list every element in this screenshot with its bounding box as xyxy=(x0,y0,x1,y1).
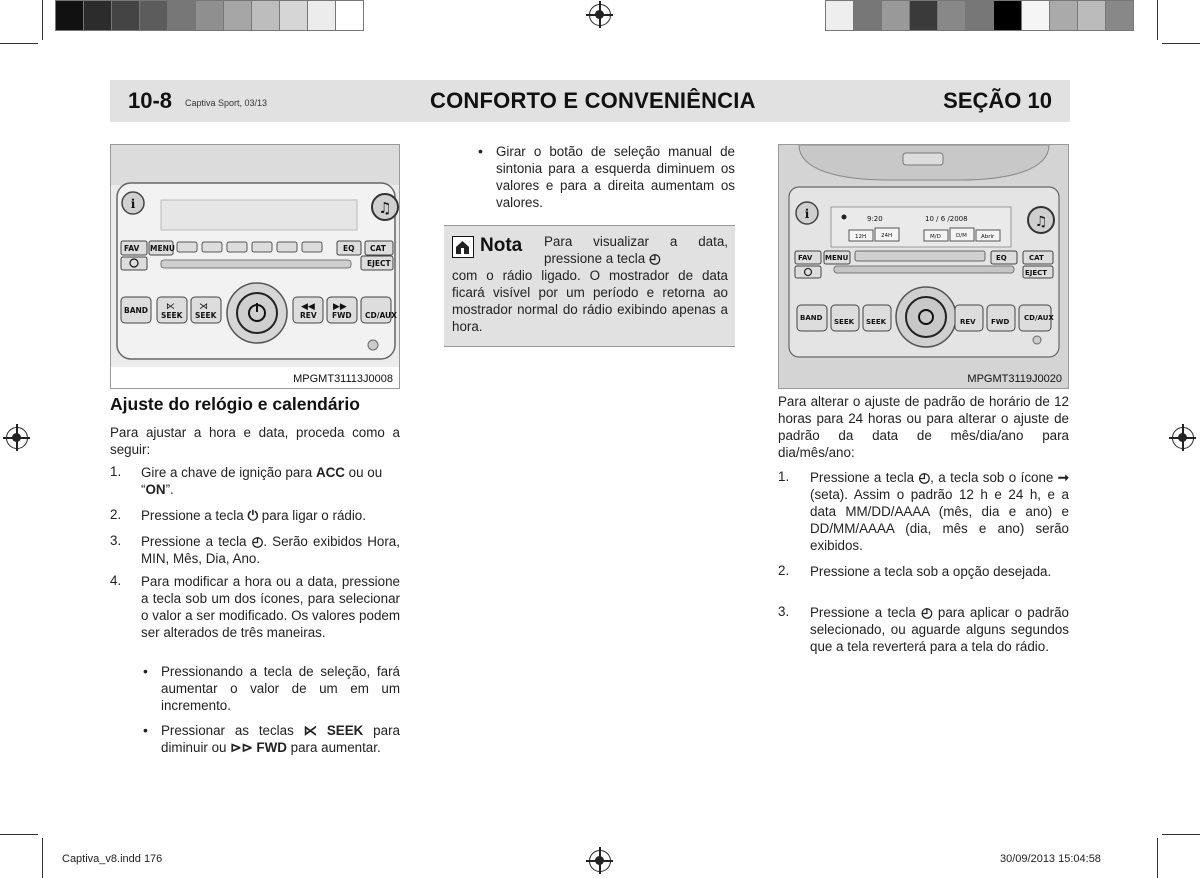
color-swatch xyxy=(1049,0,1078,31)
svg-text:▶▶: ▶▶ xyxy=(333,302,347,312)
color-swatch xyxy=(853,0,882,31)
color-swatch xyxy=(881,0,910,31)
color-swatch xyxy=(335,0,364,31)
step-number: 2. xyxy=(778,563,790,578)
band-button: BAND xyxy=(124,306,149,315)
color-swatch xyxy=(307,0,336,31)
seek-forward-button: SEEK xyxy=(866,318,887,326)
color-swatch xyxy=(825,0,854,31)
display-option-md: M/D xyxy=(930,234,941,240)
eq-button: EQ xyxy=(343,244,355,253)
bullet-dot: • xyxy=(143,663,148,679)
svg-text:⋉: ⋉ xyxy=(166,302,175,312)
fav-button: FAV xyxy=(124,244,140,253)
eject-button: EJECT xyxy=(367,259,391,268)
note-icon xyxy=(452,236,474,258)
color-swatch xyxy=(223,0,252,31)
color-swatch xyxy=(1105,0,1134,31)
cd-aux-button: CD/AUX xyxy=(1024,314,1054,322)
footer-timestamp: 30/09/2013 15:04:58 xyxy=(1000,853,1101,865)
fast-forward-icon: ⊳⊳ xyxy=(230,740,253,755)
svg-text:◀◀: ◀◀ xyxy=(301,302,315,312)
bullet-1-text: Pressionando a tecla de seleção, fará aumentar o valor de um em um incremento. xyxy=(161,664,400,713)
color-swatch xyxy=(251,0,280,31)
color-swatch xyxy=(937,0,966,31)
color-swatch xyxy=(1077,0,1106,31)
middle-bullet-text: Girar o botão de seleção manual de sintonia para a esquerda diminuem os valores e para a direita aumentam os valores. xyxy=(496,144,735,210)
color-swatch xyxy=(1021,0,1050,31)
step-number: 4. xyxy=(110,573,122,588)
crop-mark xyxy=(1162,834,1200,835)
color-swatch xyxy=(139,0,168,31)
power-icon: ⏻ xyxy=(247,508,259,523)
figure-code: MPGMT3119J0020 xyxy=(967,373,1062,385)
radio-panel-figure-left xyxy=(110,144,400,389)
color-swatch xyxy=(55,0,84,31)
arrow-right-icon: ➞ xyxy=(1057,470,1069,485)
display-option-24h: 24H xyxy=(881,233,893,239)
crop-mark xyxy=(1157,838,1158,878)
rev-button: REV xyxy=(300,311,317,320)
note-first-lines: Para visualizar a data, pressione a tecla ◴ xyxy=(544,234,728,266)
radio-panel-illustration xyxy=(111,145,400,389)
clock-icon: ◴ xyxy=(648,251,661,266)
figure-code: MPGMT31113J0008 xyxy=(293,373,393,385)
crop-mark xyxy=(0,43,38,44)
section-title: SEÇÃO 10 xyxy=(943,88,1052,113)
step-2-text: Pressione a tecla ⏻ para ligar o rádio. xyxy=(141,508,366,523)
seek-back-icon: ⋉ xyxy=(303,723,318,738)
note-box xyxy=(444,225,735,347)
eject-button: EJECT xyxy=(1025,269,1048,277)
footer-file-name: Captiva_v8.indd 176 xyxy=(62,853,163,865)
display-option-12h: 12H xyxy=(855,234,867,240)
bullet-2-text: Pressionar as teclas ⋉ SEEK para diminuir ou ⊳⊳ FWD para aumentar. xyxy=(161,723,400,755)
step-4-text: Para modificar a hora ou a data, pressione a tecla sob um dos ícones, para selecionar o valor a ser modificado. Os valores podem ser alterados de três maneiras. xyxy=(141,574,400,640)
color-swatch xyxy=(111,0,140,31)
step-1-text: Gire a chave de ignição para ACC ou ou “ON”. xyxy=(141,465,383,497)
clock-icon: ◴ xyxy=(918,470,931,485)
crop-mark xyxy=(1162,43,1200,44)
registration-mark-icon xyxy=(1172,427,1194,449)
crop-mark xyxy=(0,834,38,835)
display-time: 9:20 xyxy=(867,215,883,223)
svg-text:⋊: ⋊ xyxy=(199,302,208,312)
crop-mark xyxy=(1157,0,1158,40)
band-button: BAND xyxy=(800,314,823,322)
bullet-dot: • xyxy=(478,143,483,159)
svg-text:i: i xyxy=(804,207,810,221)
clock-icon: ◴ xyxy=(251,534,264,549)
page-number: 10-8 xyxy=(128,88,173,113)
cat-button: CAT xyxy=(370,244,386,253)
seek-forward-button: SEEK xyxy=(195,311,217,320)
display-date: 10 / 6 /2008 xyxy=(925,215,968,223)
radio-panel-figure-right xyxy=(778,144,1069,389)
step-number: 3. xyxy=(110,533,122,548)
right-step-2-text: Pressione a tecla sob a opção desejada. xyxy=(810,564,1052,579)
display-option-abrir: Abrir xyxy=(981,234,995,240)
fav-button: FAV xyxy=(798,254,813,262)
color-swatch xyxy=(167,0,196,31)
color-calibration-bar-left xyxy=(56,0,364,31)
svg-text:♫: ♫ xyxy=(1034,214,1048,230)
rev-button: REV xyxy=(960,318,976,326)
page-header xyxy=(110,80,1070,122)
step-number: 3. xyxy=(778,604,790,619)
svg-text:♫: ♫ xyxy=(378,199,392,217)
color-swatch xyxy=(195,0,224,31)
color-swatch xyxy=(83,0,112,31)
seek-back-button: SEEK xyxy=(161,311,183,320)
fwd-button: FWD xyxy=(991,318,1010,326)
note-body: com o rádio ligado. O mostrador de data ficará visível por um período e retorna ao mostrador normal do rádio exibindo apenas a hora. xyxy=(452,268,728,334)
chapter-title: CONFORTO E CONVENIÊNCIA xyxy=(430,88,756,113)
right-step-3-text: Pressione a tecla ◴ para aplicar o padrão selecionado, ou aguarde alguns segundos que a tela reverterá para a tela do rádio. xyxy=(810,605,1069,654)
note-title: Nota xyxy=(480,235,523,256)
color-swatch xyxy=(993,0,1022,31)
step-number: 1. xyxy=(110,464,122,479)
radio-date-display-illustration xyxy=(779,145,1069,389)
step-number: 1. xyxy=(778,469,790,484)
fwd-button: FWD xyxy=(332,311,352,320)
right-step-1-text: Pressione a tecla ◴, a tecla sob o ícone ➞ (seta). Assim o padrão 12 h e 24 h, e a data MM/DD/AAAA (mês, dia e ano) e DD/MM/AAAA (dia, mês e ano) serão exibidos. xyxy=(810,470,1069,553)
cd-aux-button: CD/AUX xyxy=(365,311,397,320)
crop-mark xyxy=(42,0,43,40)
cat-button: CAT xyxy=(1029,254,1044,262)
color-calibration-bar-right xyxy=(826,0,1134,31)
registration-mark-icon xyxy=(6,427,28,449)
right-intro-paragraph: Para alterar o ajuste de padrão de horário de 12 horas para 24 horas ou para alterar o ajuste de padrão da data de mês/dia/ano para dia/mês/ano: xyxy=(778,394,1069,460)
registration-mark-icon xyxy=(589,850,611,872)
crop-mark xyxy=(42,838,43,878)
clock-icon: ◴ xyxy=(920,605,933,620)
step-number: 2. xyxy=(110,507,122,522)
display-option-dm: D/M xyxy=(956,233,967,239)
color-swatch xyxy=(279,0,308,31)
color-swatch xyxy=(909,0,938,31)
seek-back-button: SEEK xyxy=(834,318,855,326)
bullet-dot: • xyxy=(143,722,148,738)
section-heading: Ajuste do relógio e calendário xyxy=(110,394,360,414)
menu-button: MENU xyxy=(825,254,849,262)
publication-label: Captiva Sport, 03/13 xyxy=(185,98,268,108)
eq-button: EQ xyxy=(996,254,1007,262)
registration-mark-icon xyxy=(589,4,611,26)
intro-paragraph: Para ajustar a hora e data, proceda como a seguir: xyxy=(110,425,400,457)
menu-button: MENU xyxy=(150,244,175,253)
svg-text:i: i xyxy=(130,197,136,211)
step-3-text: Pressione a tecla ◴. Serão exibidos Hora, MIN, Mês, Dia, Ano. xyxy=(141,534,400,566)
color-swatch xyxy=(965,0,994,31)
